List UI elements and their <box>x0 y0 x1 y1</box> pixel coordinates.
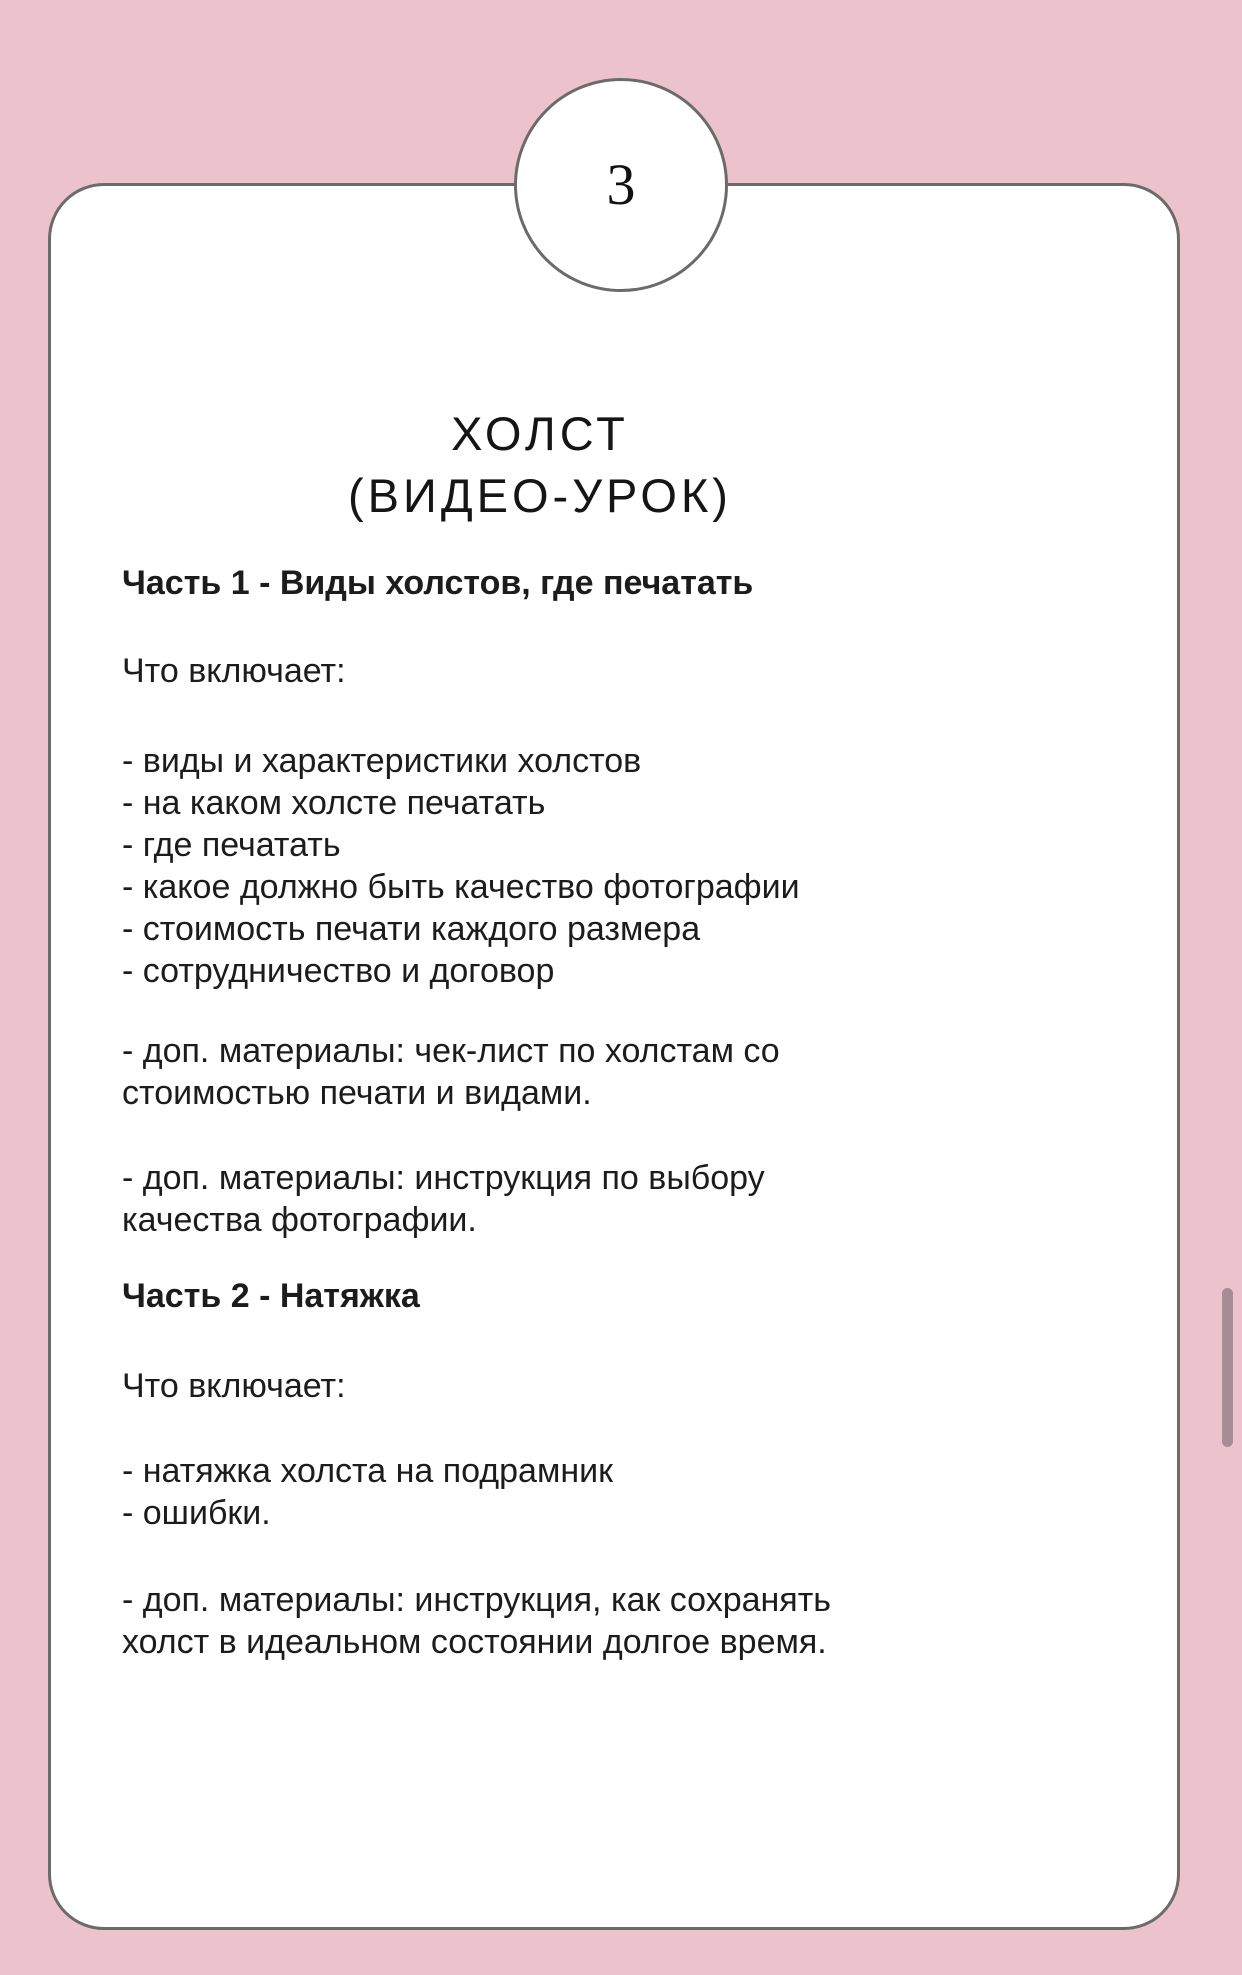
section-1-extra-materials-2 <box>122 1157 958 1241</box>
scrollbar-thumb[interactable] <box>1222 1288 1233 1447</box>
paragraph-line: качества фотографии. <box>122 1201 477 1239</box>
section-2-heading: Часть 2 - Натяжка <box>122 1277 420 1315</box>
list-item: - натяжка холста на подрамник <box>122 1452 613 1490</box>
paragraph-line: - доп. материалы: чек-лист по холстам со <box>122 1032 780 1070</box>
page-number: 3 <box>606 152 636 217</box>
section-2-list <box>122 1450 958 1534</box>
list-item: - какое должно быть качество фотографии <box>122 868 800 906</box>
section-2-extra-materials-1 <box>122 1579 958 1663</box>
section-1-list <box>122 740 958 992</box>
section-2-intro: Что включает: <box>122 1367 346 1405</box>
page-title-line-1: ХОЛСТ <box>451 407 629 460</box>
page-number-badge <box>514 78 728 292</box>
list-item: - ошибки. <box>122 1494 271 1532</box>
list-item: - где печатать <box>122 826 341 864</box>
section-1-heading: Часть 1 - Виды холстов, где печатать <box>122 564 754 602</box>
section-1-extra-materials-1 <box>122 1030 958 1114</box>
card-content <box>122 186 958 1663</box>
paragraph-line: - доп. материалы: инструкция, как сохранять <box>122 1581 832 1619</box>
content-card <box>48 183 1180 1930</box>
list-item: - стоимость печати каждого размера <box>122 910 701 948</box>
paragraph-line: стоимостью печати и видами. <box>122 1074 592 1112</box>
list-item: - виды и характеристики холстов <box>122 742 642 780</box>
list-item: - сотрудничество и договор <box>122 952 555 990</box>
page-title <box>122 403 958 527</box>
list-item: - на каком холсте печатать <box>122 784 546 822</box>
page-title-line-2: (ВИДЕО-УРОК) <box>348 469 732 522</box>
paragraph-line: холст в идеальном состоянии долгое время. <box>122 1623 827 1661</box>
section-1-intro: Что включает: <box>122 652 346 690</box>
paragraph-line: - доп. материалы: инструкция по выбору <box>122 1159 765 1197</box>
